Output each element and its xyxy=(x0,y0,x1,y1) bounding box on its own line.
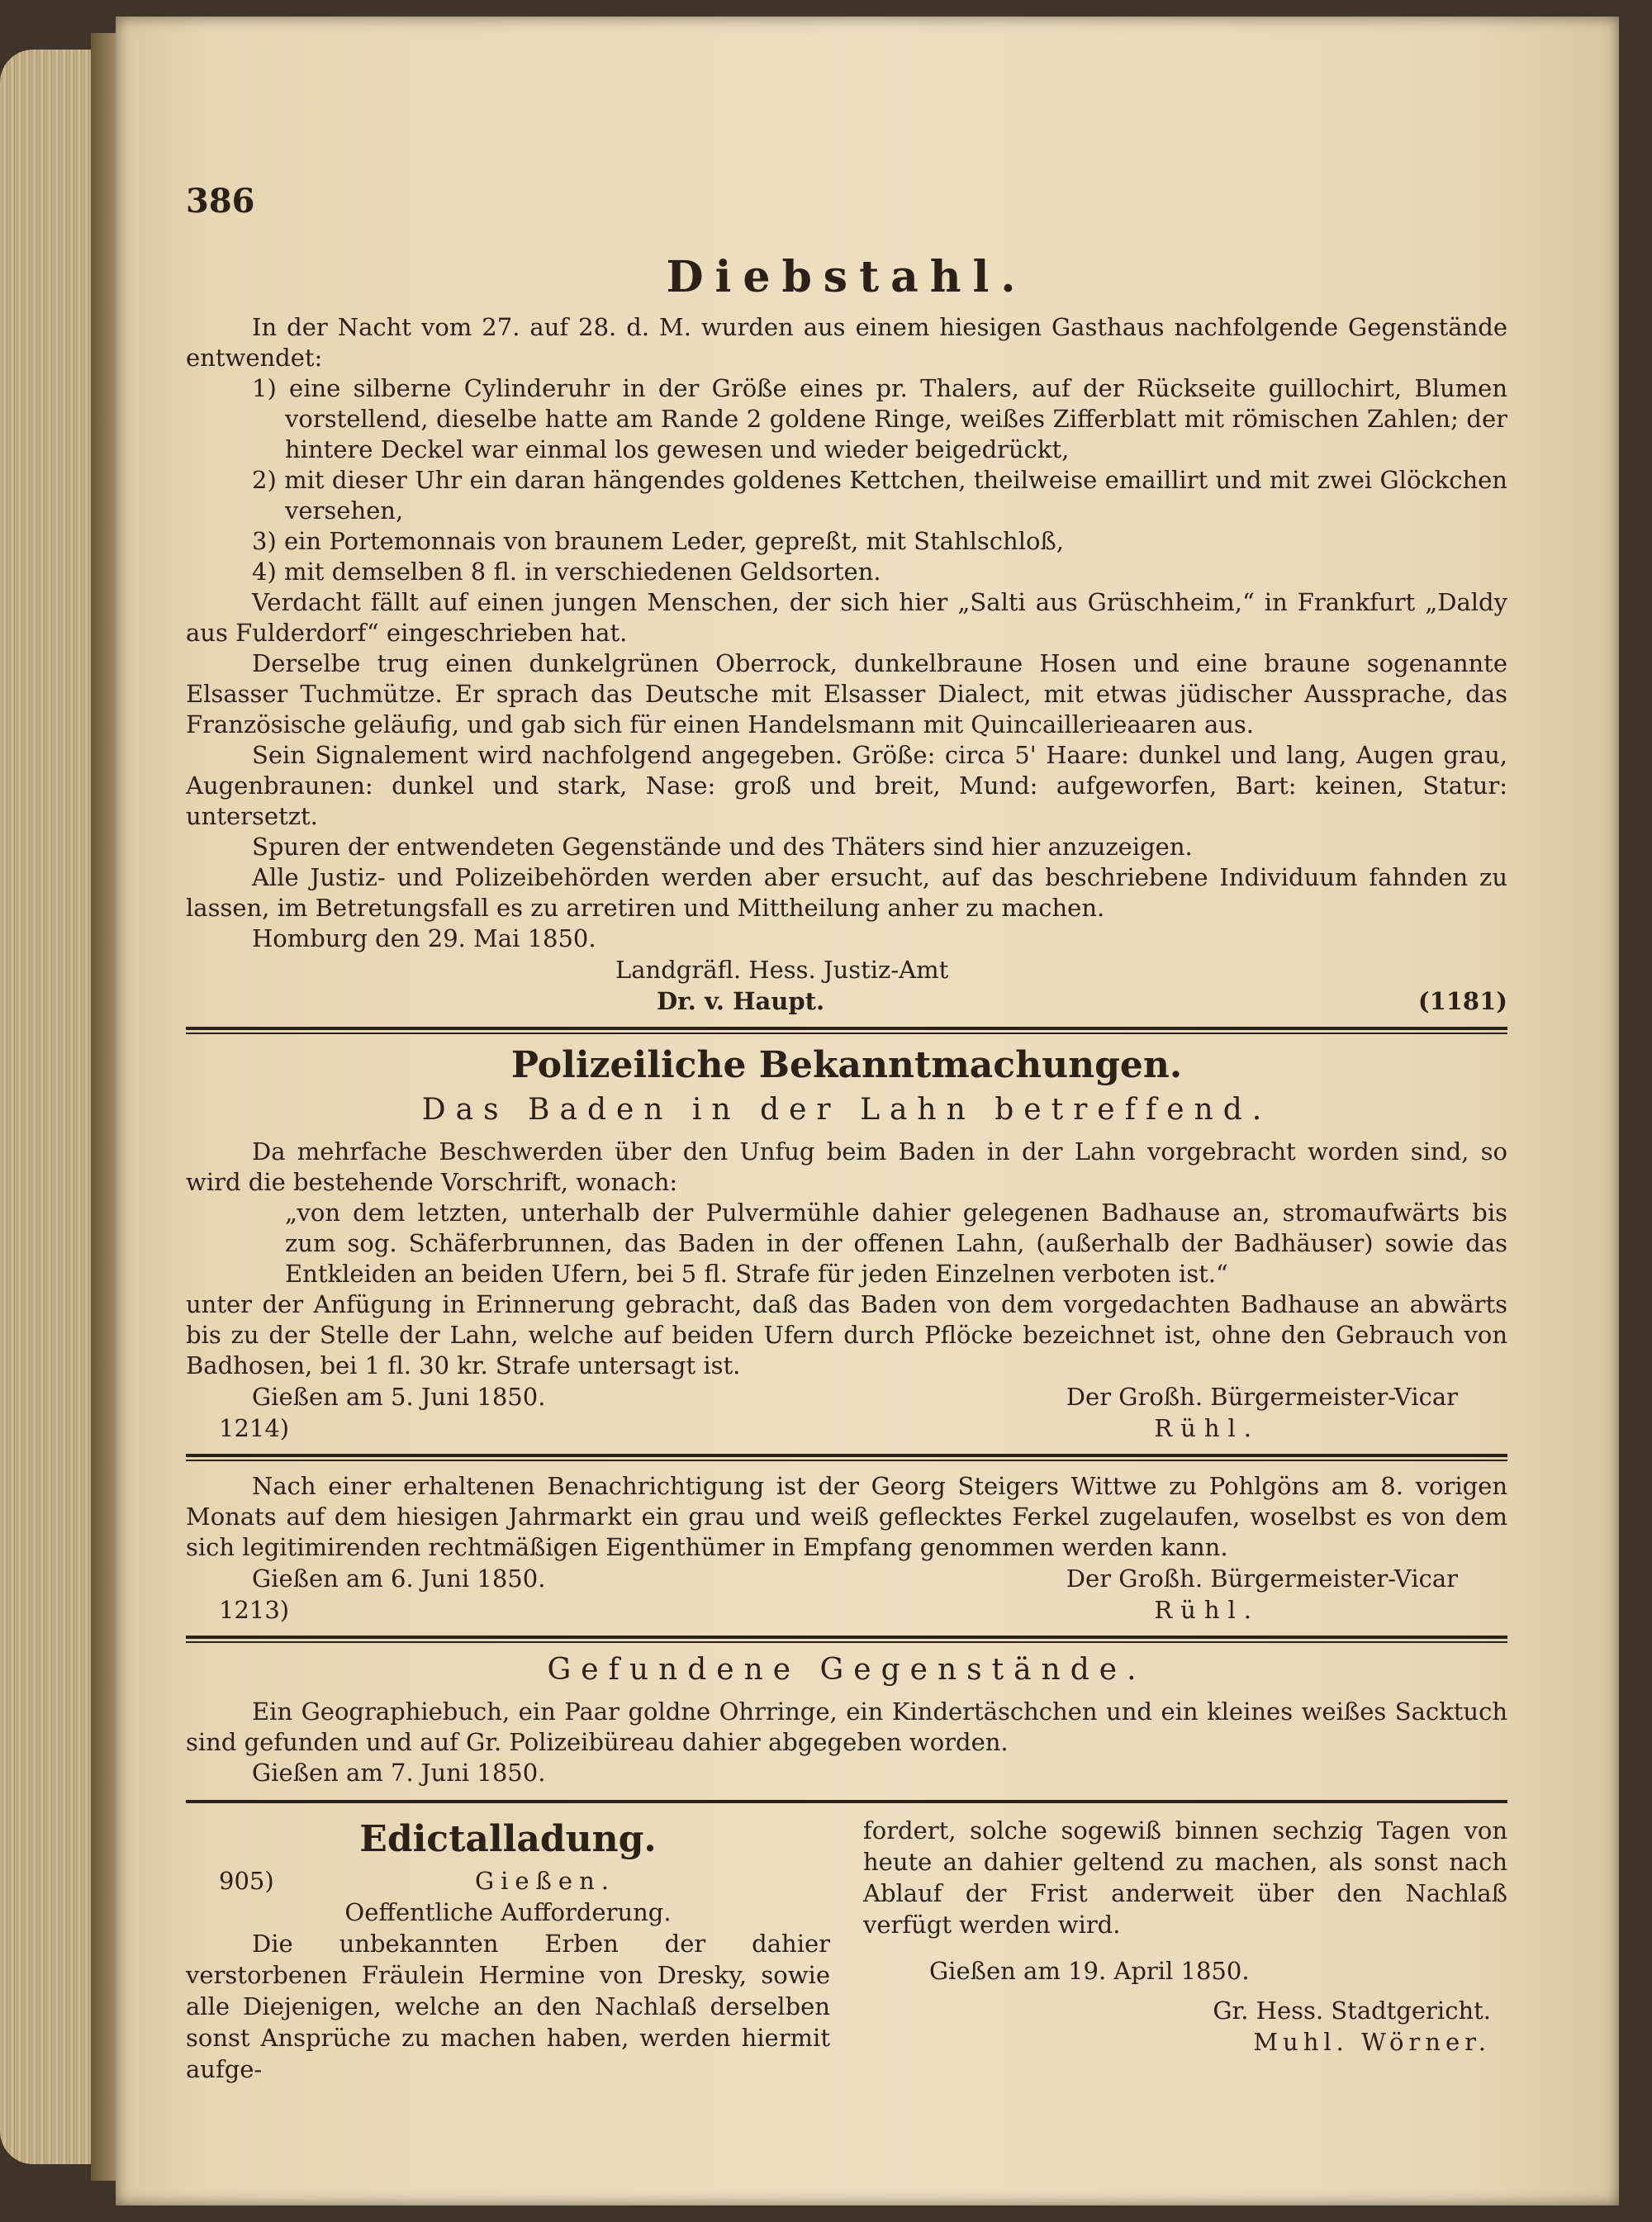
book-page-edges xyxy=(0,50,99,2164)
gefunden-date: Gießen am 7. Juni 1850. xyxy=(252,1759,546,1787)
polizei-section xyxy=(186,1044,1507,1444)
polizei-title: Polizeiliche Bekanntmachungen. xyxy=(510,1044,1183,1086)
ferkel-date-row xyxy=(186,1563,1507,1594)
diebstahl-paragraph: Alle Justiz- und Polizeibehörden werden aber ersucht, auf das beschriebene Individuum fahnden zu lassen, im Betretungsfall es zu arretiren und Mittheilung anher zu machen. xyxy=(186,863,1507,922)
diebstahl-paragraph: Spuren der entwendeten Gegenstände und des Thäters sind hier anzuzeigen. xyxy=(252,833,1193,861)
edictal-number: 905) xyxy=(219,1867,274,1895)
ferkel-number-row xyxy=(186,1594,1507,1626)
edictal-right-column xyxy=(863,1815,1507,2085)
polizei-subtitle: Das Baden in der Lahn betreffend. xyxy=(421,1093,1272,1127)
ferkel-section xyxy=(186,1471,1507,1626)
diebstahl-date: Homburg den 29. Mai 1850. xyxy=(252,924,596,952)
edictal-heading: Oeffentliche Aufforderung. xyxy=(344,1898,672,1926)
edictal-text-right: fordert, solche sogewiß binnen sechzig Tagen von heute an dahier geltend zu machen, als sonst nach Ablauf der Frist anderweit über den Nachlaß verfügt werden wird. xyxy=(863,1816,1507,1939)
page-content xyxy=(186,182,1507,2085)
edictal-text-left: Die unbekannten Erben der dahier verstorbenen Fräulein Hermine von Dresky, sowie alle Diejenigen, welche an den Nachlaß derselben sonst Ansprüche zu machen haben, werden hiermit aufge- xyxy=(186,1930,830,2083)
diebstahl-paragraph: Verdacht fällt auf einen jungen Menschen, der sich hier „Salti aus Grüschheim,“ in Frankfurt „Daldy aus Fulderdorf“ eingeschrieben hat. xyxy=(186,588,1507,647)
edictal-court: Gr. Hess. Stadtgericht. xyxy=(1213,1996,1491,2025)
diebstahl-number: (1181) xyxy=(1417,987,1507,1015)
polizei-number-row xyxy=(186,1412,1507,1444)
edictal-left-column xyxy=(186,1815,830,2085)
gefunden-title: Gefundene Gegenstände. xyxy=(547,1653,1146,1687)
gefunden-text: Ein Geographiebuch, ein Paar goldne Ohrringe, ein Kindertäschchen und ein kleines weißes Sacktuch sind gefunden und auf Gr. Polizeibüreau dahier abgegeben worden. xyxy=(186,1697,1507,1756)
diebstahl-authority: Landgräfl. Hess. Justiz-Amt xyxy=(615,956,949,984)
ferkel-authority: Der Großh. Bürgermeister-Vicar xyxy=(1066,1564,1458,1593)
diebstahl-signature: Dr. v. Haupt. xyxy=(657,987,825,1015)
diebstahl-paragraph: Derselbe trug einen dunkelgrünen Oberrock, dunkelbraune Hosen und eine braune sogenannte Elsasser Tuchmütze. Er sprach das Deutsche mit Elsasser Dialect, mit etwas jüdischer Aussprache, das Französische geläufig, und gab sich für einen Handelsmann mit Quincaillerieaaren aus. xyxy=(186,649,1507,738)
book-page xyxy=(116,17,1619,2205)
edictal-section xyxy=(186,1815,1507,2085)
edictal-place: Gießen. xyxy=(474,1867,615,1895)
polizei-signature: Rühl. xyxy=(1154,1414,1260,1442)
diebstahl-section xyxy=(186,252,1507,1017)
section-divider xyxy=(186,1027,1507,1034)
diebstahl-item: 4) mit demselben 8 fl. in verschiedenen Geldsorten. xyxy=(252,558,881,586)
edictal-date: Gießen am 19. April 1850. xyxy=(929,1957,1250,1985)
section-divider xyxy=(186,1636,1507,1643)
diebstahl-title: Diebstahl. xyxy=(666,252,1028,302)
section-divider xyxy=(186,1454,1507,1461)
diebstahl-signature-row xyxy=(186,985,1507,1017)
diebstahl-item: 2) mit dieser Uhr ein daran hängendes goldenes Kettchen, theilweise emaillirt und mit zwei Glöckchen versehen, xyxy=(252,466,1507,525)
diebstahl-item: 1) eine silberne Cylinderuhr in der Größe eines pr. Thalers, auf der Rückseite guillochirt, Blumen vorstellend, dieselbe hatte am Rande 2 goldene Ringe, weißes Zifferblatt mit römischen Zahlen; der hintere Deckel war einmal los gewesen und wieder beigedrückt, xyxy=(252,374,1507,463)
polizei-authority: Der Großh. Bürgermeister-Vicar xyxy=(1066,1383,1458,1411)
ferkel-signature: Rühl. xyxy=(1154,1596,1260,1624)
diebstahl-item: 3) ein Portemonnais von braunem Leder, gepreßt, mit Stahlschloß, xyxy=(252,527,1065,555)
edictal-title: Edictalladung. xyxy=(359,1818,657,1860)
ferkel-date: Gießen am 6. Juni 1850. xyxy=(252,1564,546,1593)
edictal-signatures: Muhl. Wörner. xyxy=(1253,2028,1491,2056)
gefunden-section xyxy=(186,1653,1507,1788)
polizei-intro: Da mehrfache Beschwerden über den Unfug beim Baden in der Lahn vorgebracht worden sind, so wird die bestehende Vorschrift, wonach: xyxy=(186,1137,1507,1196)
diebstahl-items xyxy=(186,373,1507,587)
ferkel-text: Nach einer erhaltenen Benachrichtigung ist der Georg Steigers Wittwe zu Pohlgöns am 8. vorigen Monats auf dem hiesigen Jahrmarkt ein grau und weiß geflecktes Ferkel zugelaufen, woselbst es von dem sich legitimirenden rechtmäßigen Eigenthümer in Empfang genommen werden kann. xyxy=(186,1472,1507,1561)
polizei-outro: unter der Anfügung in Erinnerung gebracht, daß das Baden von dem vorgedachten Badhause an abwärts bis zu der Stelle der Lahn, welche auf beiden Ufern durch Pflöcke bezeichnet ist, ohne den Gebrauch von Badhosen, bei 1 fl. 30 kr. Strafe untersagt ist. xyxy=(186,1290,1507,1379)
diebstahl-intro: In der Nacht vom 27. auf 28. d. M. wurden aus einem hiesigen Gasthaus nachfolgende Gegenstände entwendet: xyxy=(186,313,1507,372)
section-divider xyxy=(186,1800,1507,1803)
diebstahl-paragraph: Sein Signalement wird nachfolgend angegeben. Größe: circa 5' Haare: dunkel und lang, Augen grau, Augenbraunen: dunkel und stark, Nase: groß und breit, Mund: aufgeworfen, Bart: keinen, Statur: untersetzt. xyxy=(186,741,1507,830)
edictal-number-row xyxy=(186,1865,830,1897)
polizei-date: Gießen am 5. Juni 1850. xyxy=(252,1383,546,1411)
page-number: 386 xyxy=(186,182,255,221)
polizei-date-row xyxy=(186,1381,1507,1412)
ferkel-number: 1213) xyxy=(219,1596,290,1624)
polizei-quote: „von dem letzten, unterhalb der Pulvermühle dahier gelegenen Badhause an, stromaufwärts bis zum sog. Schäferbrunnen, das Baden in der offenen Lahn, (außerhalb der Badhäuser) sowie das Entkleiden an beiden Ufern, bei 5 fl. Strafe für jeden Einzelnen verboten ist.“ xyxy=(285,1199,1507,1288)
polizei-number: 1214) xyxy=(219,1414,290,1442)
